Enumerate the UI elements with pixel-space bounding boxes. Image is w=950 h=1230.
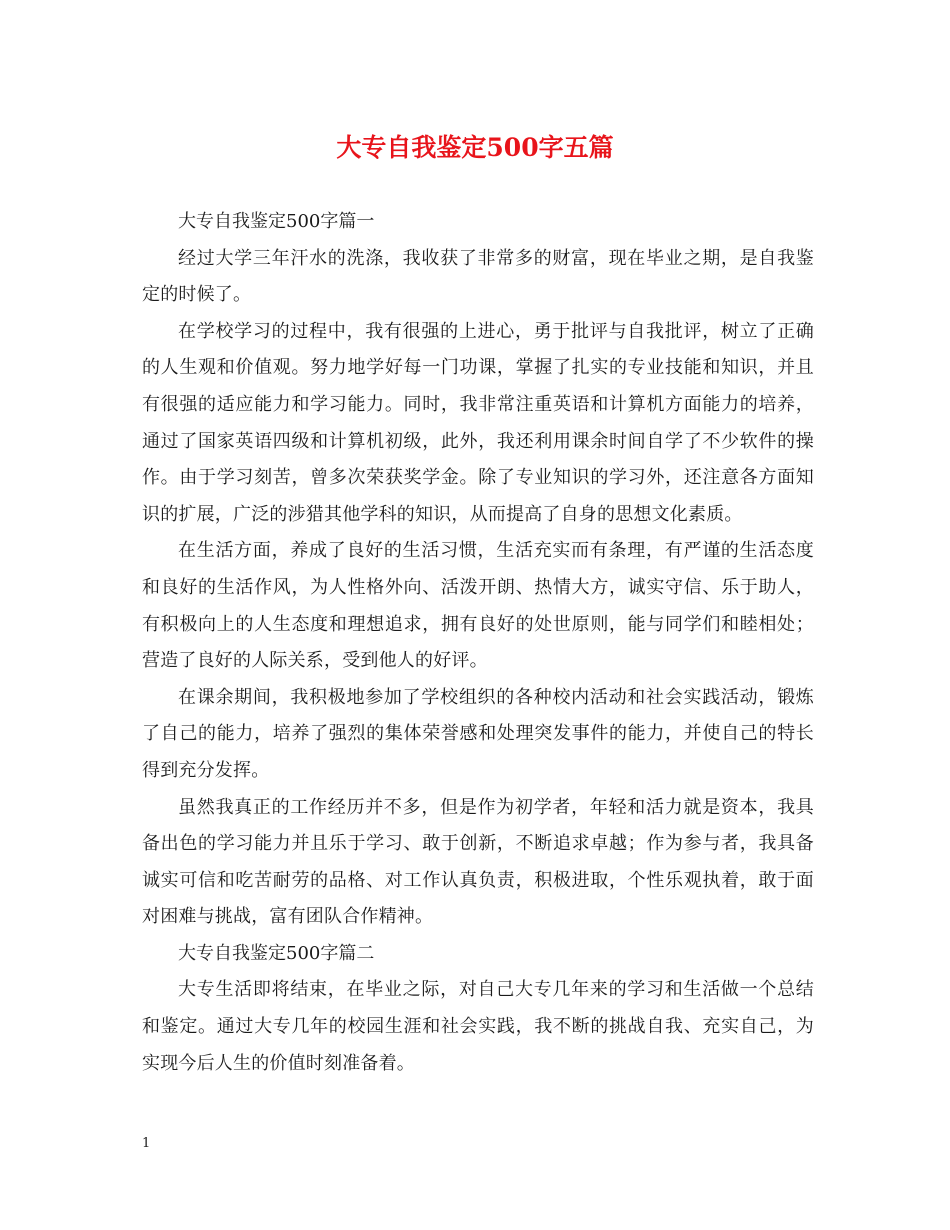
page-number: 1 bbox=[142, 1136, 151, 1151]
document-body bbox=[142, 204, 814, 1082]
paragraph-6: 大专生活即将结束，在毕业之际，对自己大专几年来的学习和生活做一个总结和鉴定。通过大专几年的校园生涯和社会实践，我不断的挑战自我、充实自己，为实现今后人生的价值时刻准备着。 bbox=[142, 979, 814, 1074]
section-heading-2: 大专自我鉴定500字篇二 bbox=[178, 942, 375, 964]
paragraph-5: 虽然我真正的工作经历并不多，但是作为初学者，年轻和活力就是资本，我具备出色的学习能力并且乐于学习、敢于创新，不断追求卓越；作为参与者，我具备诚实可信和吃苦耐劳的品格、对工作认真负责，积极进取，个性乐观执着，敢于面对困难与挑战，富有团队合作精神。 bbox=[142, 796, 814, 928]
section-heading-1: 大专自我鉴定500字篇一 bbox=[178, 211, 375, 232]
paragraph-4: 在课余期间，我积极地参加了学校组织的各种校内活动和社会实践活动，锻炼了自己的能力，培养了强烈的集体荣誉感和处理突发事件的能力，并使自己的特长得到充分发挥。 bbox=[142, 686, 814, 781]
paragraph-1: 经过大学三年汗水的洗涤，我收获了非常多的财富，现在毕业之期，是自我鉴定的时候了。 bbox=[142, 247, 814, 306]
paragraph-3: 在生活方面，养成了良好的生活习惯，生活充实而有条理，有严谨的生活态度和良好的生活作风，为人性格外向、活泼开朗、热情大方，诚实守信、乐于助人，有积极向上的人生态度和理想追求，拥有良好的处世原则，能与同学们和睦相处；营造了良好的人际关系，受到他人的好评。 bbox=[142, 540, 814, 672]
document-title: 大专自我鉴定500字五篇 bbox=[336, 133, 614, 162]
paragraph-2: 在学校学习的过程中，我有很强的上进心，勇于批评与自我批评，树立了正确的人生观和价值观。努力地学好每一门功课，掌握了扎实的专业技能和知识，并且有很强的适应能力和学习能力。同时，我非常注重英语和计算机方面能力的培养，通过了国家英语四级和计算机初级，此外，我还利用课余时间自学了不少软件的操作。由于学习刻苦，曾多次荣获奖学金。除了专业知识的学习外，还注意各方面知识的扩展，广泛的涉猎其他学科的知识，从而提高了自身的思想文化素质。 bbox=[142, 320, 814, 525]
